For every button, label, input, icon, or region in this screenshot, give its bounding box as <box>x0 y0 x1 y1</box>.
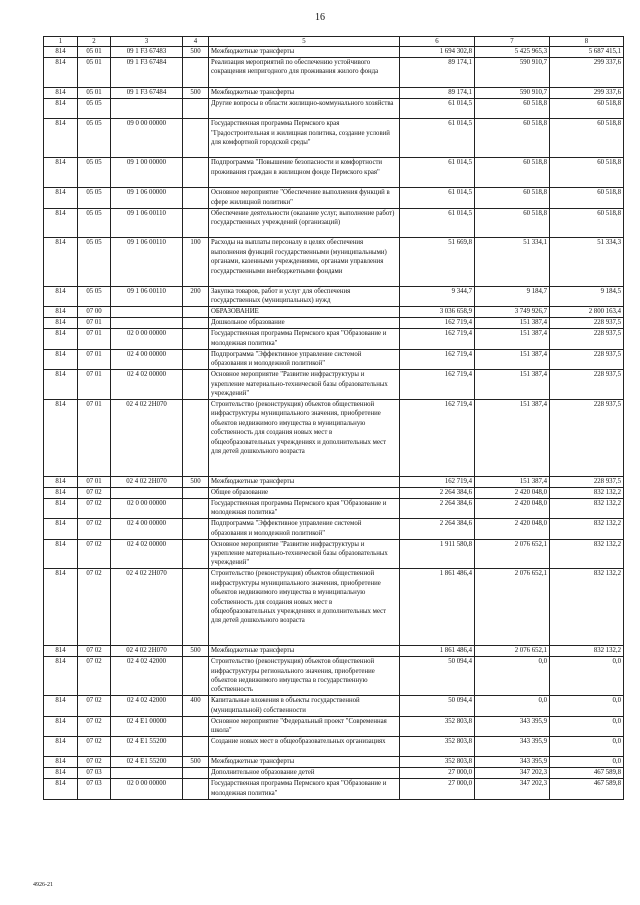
amount-col8-cell: 0,0 <box>550 716 624 736</box>
section-code-cell: 05 05 <box>78 286 111 306</box>
amount-col6-cell: 50 094,4 <box>400 696 475 716</box>
table-row <box>44 569 624 646</box>
admin-code-cell: 814 <box>44 286 78 306</box>
item-name-cell: Создание новых мест в общеобразовательных организациях <box>209 737 400 757</box>
table-row <box>44 539 624 569</box>
section-code-cell: 07 02 <box>78 657 111 696</box>
item-name-cell: Межбюджетные трансферты <box>209 47 400 58</box>
target-article-cell: 09 1 06 00110 <box>111 286 183 306</box>
target-article-cell: 02 4 E1 00000 <box>111 716 183 736</box>
expense-type-cell <box>183 519 209 539</box>
item-name-cell: Основное мероприятие "Обеспечение выполнения функций в сфере жилищной политики" <box>209 188 400 208</box>
item-name-cell: Обеспечение деятельности (оказание услуг, выполнение работ) государственных учреждений (организаций) <box>209 208 400 238</box>
amount-col7-cell: 343 395,9 <box>475 757 550 768</box>
amount-col6-cell: 61 014,5 <box>400 98 475 118</box>
section-code-cell: 07 02 <box>78 487 111 498</box>
section-code-cell: 07 01 <box>78 476 111 487</box>
section-code-cell: 05 05 <box>78 119 111 158</box>
target-article-cell <box>111 768 183 779</box>
column-header: 8 <box>550 37 624 47</box>
section-code-cell: 07 01 <box>78 349 111 369</box>
target-article-cell: 02 0 00 00000 <box>111 329 183 349</box>
section-code-cell: 07 02 <box>78 696 111 716</box>
admin-code-cell: 814 <box>44 399 78 476</box>
amount-col6-cell: 162 719,4 <box>400 318 475 329</box>
amount-col7-cell: 60 518,8 <box>475 98 550 118</box>
expense-type-cell <box>183 539 209 569</box>
amount-col6-cell: 2 264 384,6 <box>400 498 475 518</box>
amount-col6-cell: 352 803,8 <box>400 716 475 736</box>
expense-type-cell <box>183 307 209 318</box>
header-row <box>44 37 624 47</box>
table-row <box>44 399 624 476</box>
amount-col8-cell: 60 518,8 <box>550 188 624 208</box>
table-row <box>44 757 624 768</box>
item-name-cell: Подпрограмма "Эффективное управление системой образования и молодежной политикой" <box>209 519 400 539</box>
amount-col8-cell: 9 184,5 <box>550 286 624 306</box>
amount-col8-cell: 5 687 415,1 <box>550 47 624 58</box>
target-article-cell: 09 1 06 00000 <box>111 188 183 208</box>
amount-col6-cell: 89 174,1 <box>400 87 475 98</box>
target-article-cell: 09 0 00 00000 <box>111 119 183 158</box>
section-code-cell: 07 02 <box>78 519 111 539</box>
admin-code-cell: 814 <box>44 119 78 158</box>
table-row <box>44 370 624 400</box>
table-row <box>44 768 624 779</box>
expense-type-cell <box>183 58 209 88</box>
admin-code-cell: 814 <box>44 657 78 696</box>
budget-table <box>43 36 624 800</box>
target-article-cell <box>111 318 183 329</box>
expense-type-cell: 500 <box>183 476 209 487</box>
admin-code-cell: 814 <box>44 768 78 779</box>
section-code-cell: 07 02 <box>78 716 111 736</box>
target-article-cell: 02 4 02 42000 <box>111 696 183 716</box>
expense-type-cell <box>183 768 209 779</box>
amount-col6-cell: 162 719,4 <box>400 370 475 400</box>
amount-col6-cell: 89 174,1 <box>400 58 475 88</box>
table-row <box>44 716 624 736</box>
admin-code-cell: 814 <box>44 349 78 369</box>
amount-col7-cell: 151 387,4 <box>475 349 550 369</box>
page-number: 16 <box>315 12 325 23</box>
amount-col7-cell: 3 749 926,7 <box>475 307 550 318</box>
amount-col8-cell: 60 518,8 <box>550 119 624 158</box>
column-header: 1 <box>44 37 78 47</box>
amount-col6-cell: 2 264 384,6 <box>400 487 475 498</box>
target-article-cell: 02 4 E1 55200 <box>111 757 183 768</box>
table-row <box>44 487 624 498</box>
column-header: 6 <box>400 37 475 47</box>
amount-col7-cell: 151 387,4 <box>475 370 550 400</box>
table-body <box>44 47 624 800</box>
amount-col7-cell: 51 334,1 <box>475 238 550 287</box>
amount-col6-cell: 3 036 658,9 <box>400 307 475 318</box>
table-row <box>44 737 624 757</box>
table-row <box>44 696 624 716</box>
column-header: 5 <box>209 37 400 47</box>
admin-code-cell: 814 <box>44 779 78 799</box>
amount-col8-cell: 299 337,6 <box>550 87 624 98</box>
amount-col7-cell: 60 518,8 <box>475 158 550 188</box>
section-code-cell: 07 01 <box>78 370 111 400</box>
table-row <box>44 498 624 518</box>
item-name-cell: Закупка товаров, работ и услуг для обеспечения государственных (муниципальных) нужд <box>209 286 400 306</box>
amount-col7-cell: 343 395,9 <box>475 716 550 736</box>
expense-type-cell <box>183 498 209 518</box>
amount-col7-cell: 2 076 652,1 <box>475 539 550 569</box>
amount-col8-cell: 51 334,3 <box>550 238 624 287</box>
amount-col6-cell: 162 719,4 <box>400 329 475 349</box>
amount-col7-cell: 5 425 965,3 <box>475 47 550 58</box>
item-name-cell: Основное мероприятие "Федеральный проект "Современная школа" <box>209 716 400 736</box>
amount-col8-cell: 228 937,5 <box>550 318 624 329</box>
amount-col7-cell: 0,0 <box>475 657 550 696</box>
expense-type-cell <box>183 737 209 757</box>
column-header: 7 <box>475 37 550 47</box>
amount-col6-cell: 9 344,7 <box>400 286 475 306</box>
section-code-cell: 07 01 <box>78 399 111 476</box>
amount-col8-cell: 832 132,2 <box>550 539 624 569</box>
admin-code-cell: 814 <box>44 208 78 238</box>
target-article-cell: 02 4 02 2Н070 <box>111 646 183 657</box>
expense-type-cell <box>183 399 209 476</box>
table-row <box>44 208 624 238</box>
amount-col6-cell: 1 861 486,4 <box>400 646 475 657</box>
table-row <box>44 307 624 318</box>
admin-code-cell: 814 <box>44 188 78 208</box>
section-code-cell: 07 00 <box>78 307 111 318</box>
amount-col7-cell: 2 076 652,1 <box>475 646 550 657</box>
expense-type-cell <box>183 329 209 349</box>
admin-code-cell: 814 <box>44 519 78 539</box>
table-row <box>44 98 624 118</box>
column-header: 4 <box>183 37 209 47</box>
amount-col8-cell: 832 132,2 <box>550 519 624 539</box>
target-article-cell: 09 1 06 00110 <box>111 238 183 287</box>
section-code-cell: 05 01 <box>78 47 111 58</box>
amount-col7-cell: 0,0 <box>475 696 550 716</box>
table-row <box>44 87 624 98</box>
amount-col6-cell: 352 803,8 <box>400 737 475 757</box>
target-article-cell <box>111 307 183 318</box>
admin-code-cell: 814 <box>44 47 78 58</box>
amount-col7-cell: 2 420 048,0 <box>475 498 550 518</box>
amount-col8-cell: 467 589,8 <box>550 779 624 799</box>
amount-col7-cell: 151 387,4 <box>475 318 550 329</box>
table-row <box>44 286 624 306</box>
expense-type-cell: 500 <box>183 646 209 657</box>
table-row <box>44 519 624 539</box>
amount-col6-cell: 352 803,8 <box>400 757 475 768</box>
item-name-cell: Государственная программа Пермского края "Градостроительная и жилищная политика, создание условий для комфортной городской среды" <box>209 119 400 158</box>
target-article-cell: 09 1 F3 67484 <box>111 87 183 98</box>
amount-col8-cell: 228 937,5 <box>550 476 624 487</box>
amount-col8-cell: 228 937,5 <box>550 370 624 400</box>
section-code-cell: 07 02 <box>78 498 111 518</box>
table-row <box>44 238 624 287</box>
item-name-cell: Расходы на выплаты персоналу в целях обеспечения выполнения функций государственными (муниципальными) органами, казенными учреждениями, органами управления государственными внебюджетными фондами <box>209 238 400 287</box>
table-row <box>44 329 624 349</box>
target-article-cell: 02 4 02 2Н070 <box>111 399 183 476</box>
column-header: 3 <box>111 37 183 47</box>
amount-col8-cell: 832 132,2 <box>550 646 624 657</box>
column-header: 2 <box>78 37 111 47</box>
section-code-cell: 05 05 <box>78 238 111 287</box>
admin-code-cell: 814 <box>44 737 78 757</box>
amount-col8-cell: 60 518,8 <box>550 98 624 118</box>
amount-col8-cell: 60 518,8 <box>550 208 624 238</box>
target-article-cell: 02 4 02 2Н070 <box>111 569 183 646</box>
table-row <box>44 646 624 657</box>
item-name-cell: Строительство (реконструкция) объектов общественной инфраструктуры муниципального значения, приобретение объектов недвижимого имущества в муниципальную собственность для создания новых мест в общеобразовательных учреждениях и дополнительных мест для детей дошкольного возраста <box>209 569 400 646</box>
section-code-cell: 05 05 <box>78 158 111 188</box>
admin-code-cell: 814 <box>44 487 78 498</box>
section-code-cell: 05 05 <box>78 98 111 118</box>
amount-col6-cell: 61 014,5 <box>400 158 475 188</box>
expense-type-cell <box>183 349 209 369</box>
admin-code-cell: 814 <box>44 307 78 318</box>
item-name-cell: ОБРАЗОВАНИЕ <box>209 307 400 318</box>
item-name-cell: Общее образование <box>209 487 400 498</box>
target-article-cell: 02 4 02 2Н070 <box>111 476 183 487</box>
target-article-cell: 02 4 E1 55200 <box>111 737 183 757</box>
amount-col8-cell: 299 337,6 <box>550 58 624 88</box>
item-name-cell: Строительство (реконструкция) объектов общественной инфраструктуры муниципального значения, приобретение объектов недвижимого имущества в муниципальную собственность для создания новых мест в общеобразовательных учреждениях и дополнительных мест для детей дошкольного возраста <box>209 399 400 476</box>
section-code-cell: 07 02 <box>78 569 111 646</box>
item-name-cell: Дошкольное образование <box>209 318 400 329</box>
amount-col8-cell: 832 132,2 <box>550 498 624 518</box>
amount-col6-cell: 1 861 486,4 <box>400 569 475 646</box>
admin-code-cell: 814 <box>44 696 78 716</box>
section-code-cell: 05 01 <box>78 58 111 88</box>
amount-col8-cell: 832 132,2 <box>550 487 624 498</box>
item-name-cell: Межбюджетные трансферты <box>209 646 400 657</box>
section-code-cell: 07 01 <box>78 318 111 329</box>
amount-col7-cell: 343 395,9 <box>475 737 550 757</box>
admin-code-cell: 814 <box>44 476 78 487</box>
expense-type-cell <box>183 98 209 118</box>
expense-type-cell <box>183 158 209 188</box>
admin-code-cell: 814 <box>44 569 78 646</box>
amount-col6-cell: 162 719,4 <box>400 399 475 476</box>
section-code-cell: 07 03 <box>78 779 111 799</box>
table-row <box>44 58 624 88</box>
amount-col7-cell: 151 387,4 <box>475 476 550 487</box>
amount-col7-cell: 60 518,8 <box>475 119 550 158</box>
item-name-cell: Основное мероприятие "Развитие инфраструктуры и укрепление материально-технической базы образовательных учреждений" <box>209 370 400 400</box>
expense-type-cell <box>183 119 209 158</box>
amount-col8-cell: 2 800 163,4 <box>550 307 624 318</box>
amount-col8-cell: 228 937,5 <box>550 399 624 476</box>
expense-type-cell <box>183 779 209 799</box>
target-article-cell: 02 0 00 00000 <box>111 498 183 518</box>
expense-type-cell <box>183 208 209 238</box>
admin-code-cell: 814 <box>44 646 78 657</box>
target-article-cell: 09 1 F3 67484 <box>111 58 183 88</box>
expense-type-cell: 200 <box>183 286 209 306</box>
expense-type-cell: 500 <box>183 757 209 768</box>
amount-col7-cell: 60 518,8 <box>475 208 550 238</box>
amount-col8-cell: 228 937,5 <box>550 329 624 349</box>
target-article-cell <box>111 487 183 498</box>
amount-col7-cell: 590 910,7 <box>475 58 550 88</box>
target-article-cell: 02 4 00 00000 <box>111 349 183 369</box>
table-row <box>44 158 624 188</box>
admin-code-cell: 814 <box>44 757 78 768</box>
expense-type-cell <box>183 716 209 736</box>
amount-col8-cell: 0,0 <box>550 737 624 757</box>
admin-code-cell: 814 <box>44 370 78 400</box>
admin-code-cell: 814 <box>44 158 78 188</box>
item-name-cell: Строительство (реконструкция) объектов общественной инфраструктуры регионального значения, приобретение объектов недвижимого имущества в государственную собственность <box>209 657 400 696</box>
admin-code-cell: 814 <box>44 318 78 329</box>
target-article-cell: 09 1 00 00000 <box>111 158 183 188</box>
footer-code: 4926-21 <box>33 882 53 888</box>
section-code-cell: 07 02 <box>78 539 111 569</box>
amount-col6-cell: 162 719,4 <box>400 349 475 369</box>
amount-col8-cell: 228 937,5 <box>550 349 624 369</box>
expense-type-cell <box>183 188 209 208</box>
admin-code-cell: 814 <box>44 87 78 98</box>
amount-col8-cell: 467 589,8 <box>550 768 624 779</box>
item-name-cell: Государственная программа Пермского края "Образование и молодежная политика" <box>209 498 400 518</box>
expense-type-cell <box>183 487 209 498</box>
amount-col6-cell: 1 694 302,8 <box>400 47 475 58</box>
expense-type-cell <box>183 657 209 696</box>
expense-type-cell: 100 <box>183 238 209 287</box>
section-code-cell: 05 05 <box>78 208 111 238</box>
expense-type-cell <box>183 318 209 329</box>
amount-col8-cell: 60 518,8 <box>550 158 624 188</box>
section-code-cell: 05 05 <box>78 188 111 208</box>
amount-col7-cell: 9 184,7 <box>475 286 550 306</box>
amount-col7-cell: 347 202,3 <box>475 779 550 799</box>
amount-col8-cell: 0,0 <box>550 696 624 716</box>
admin-code-cell: 814 <box>44 329 78 349</box>
amount-col7-cell: 151 387,4 <box>475 329 550 349</box>
admin-code-cell: 814 <box>44 498 78 518</box>
table-row <box>44 47 624 58</box>
expense-type-cell <box>183 370 209 400</box>
item-name-cell: Реализация мероприятий по обеспечению устойчивого сокращения непригодного для проживания жилого фонда <box>209 58 400 88</box>
admin-code-cell: 814 <box>44 98 78 118</box>
section-code-cell: 07 02 <box>78 757 111 768</box>
amount-col6-cell: 27 000,0 <box>400 779 475 799</box>
target-article-cell: 02 4 02 42000 <box>111 657 183 696</box>
item-name-cell: Другие вопросы в области жилищно-коммунального хозяйства <box>209 98 400 118</box>
expense-type-cell: 400 <box>183 696 209 716</box>
target-article-cell: 09 1 F3 67483 <box>111 47 183 58</box>
amount-col6-cell: 50 094,4 <box>400 657 475 696</box>
expense-type-cell: 500 <box>183 47 209 58</box>
target-article-cell: 02 4 02 00000 <box>111 370 183 400</box>
table-row <box>44 657 624 696</box>
item-name-cell: Дополнительное образование детей <box>209 768 400 779</box>
amount-col7-cell: 60 518,8 <box>475 188 550 208</box>
amount-col7-cell: 347 202,3 <box>475 768 550 779</box>
admin-code-cell: 814 <box>44 238 78 287</box>
admin-code-cell: 814 <box>44 58 78 88</box>
target-article-cell <box>111 98 183 118</box>
amount-col7-cell: 2 420 048,0 <box>475 487 550 498</box>
expense-type-cell <box>183 569 209 646</box>
item-name-cell: Межбюджетные трансферты <box>209 757 400 768</box>
amount-col7-cell: 2 076 652,1 <box>475 569 550 646</box>
amount-col7-cell: 151 387,4 <box>475 399 550 476</box>
target-article-cell: 09 1 06 00110 <box>111 208 183 238</box>
amount-col6-cell: 162 719,4 <box>400 476 475 487</box>
expense-type-cell: 500 <box>183 87 209 98</box>
item-name-cell: Подпрограмма "Повышение безопасности и комфортности проживания граждан в жилищном фонде Пермского края" <box>209 158 400 188</box>
section-code-cell: 07 02 <box>78 646 111 657</box>
target-article-cell: 02 4 02 00000 <box>111 539 183 569</box>
target-article-cell: 02 0 00 00000 <box>111 779 183 799</box>
item-name-cell: Межбюджетные трансферты <box>209 476 400 487</box>
target-article-cell: 02 4 00 00000 <box>111 519 183 539</box>
amount-col6-cell: 61 014,5 <box>400 188 475 208</box>
amount-col6-cell: 1 911 580,8 <box>400 539 475 569</box>
amount-col8-cell: 832 132,2 <box>550 569 624 646</box>
section-code-cell: 05 01 <box>78 87 111 98</box>
item-name-cell: Государственная программа Пермского края "Образование и молодежная политика" <box>209 779 400 799</box>
amount-col7-cell: 2 420 048,0 <box>475 519 550 539</box>
table-row <box>44 188 624 208</box>
item-name-cell: Капитальные вложения в объекты государственной (муниципальной) собственности <box>209 696 400 716</box>
table-row <box>44 119 624 158</box>
admin-code-cell: 814 <box>44 539 78 569</box>
amount-col8-cell: 0,0 <box>550 757 624 768</box>
table-row <box>44 349 624 369</box>
section-code-cell: 07 02 <box>78 737 111 757</box>
item-name-cell: Государственная программа Пермского края "Образование и молодежная политика" <box>209 329 400 349</box>
section-code-cell: 07 01 <box>78 329 111 349</box>
item-name-cell: Основное мероприятие "Развитие инфраструктуры и укрепление материально-технической базы образовательных учреждений" <box>209 539 400 569</box>
item-name-cell: Межбюджетные трансферты <box>209 87 400 98</box>
amount-col6-cell: 61 014,5 <box>400 208 475 238</box>
admin-code-cell: 814 <box>44 716 78 736</box>
section-code-cell: 07 03 <box>78 768 111 779</box>
table-row <box>44 476 624 487</box>
amount-col6-cell: 61 014,5 <box>400 119 475 158</box>
amount-col8-cell: 0,0 <box>550 657 624 696</box>
item-name-cell: Подпрограмма "Эффективное управление системой образования и молодежной политикой" <box>209 349 400 369</box>
amount-col6-cell: 51 669,8 <box>400 238 475 287</box>
table-row <box>44 318 624 329</box>
table-row <box>44 779 624 799</box>
amount-col7-cell: 590 910,7 <box>475 87 550 98</box>
amount-col6-cell: 27 000,0 <box>400 768 475 779</box>
amount-col6-cell: 2 264 384,6 <box>400 519 475 539</box>
